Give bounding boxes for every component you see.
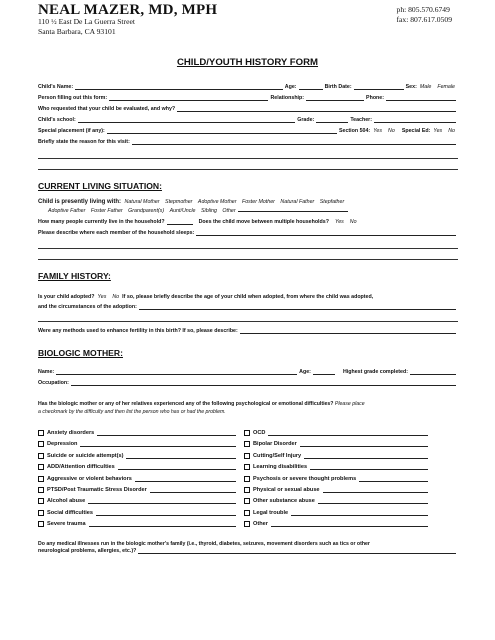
difficulty-item bbox=[38, 453, 238, 460]
difficulty-item bbox=[244, 476, 430, 483]
mother-medical-question bbox=[38, 540, 458, 548]
mother-occupation-label: Occupation: bbox=[38, 380, 69, 386]
childs-school-field[interactable] bbox=[78, 117, 295, 123]
multiple-households-yes[interactable]: Yes bbox=[334, 219, 344, 225]
medical-answer-field[interactable] bbox=[138, 548, 456, 554]
checkbox[interactable] bbox=[244, 487, 250, 493]
difficulty-label: Suicide or suicide attempt(s) bbox=[47, 452, 124, 459]
checkbox[interactable] bbox=[244, 521, 250, 527]
living-with-block bbox=[38, 198, 463, 215]
blank-answer-line[interactable] bbox=[38, 321, 458, 322]
row-person-filling bbox=[38, 95, 458, 102]
living-option[interactable]: Stepfather bbox=[319, 199, 345, 205]
row-fertility bbox=[38, 328, 458, 335]
childs-name-field[interactable] bbox=[75, 84, 283, 90]
family-history-heading: FAMILY HISTORY: bbox=[38, 271, 111, 281]
checkbox[interactable] bbox=[38, 521, 44, 527]
row-who-requested bbox=[38, 106, 458, 113]
difficulty-person-field[interactable] bbox=[96, 510, 236, 516]
living-option[interactable]: Natural Mother bbox=[124, 199, 160, 205]
checkbox[interactable] bbox=[38, 441, 44, 447]
difficulty-person-field[interactable] bbox=[318, 498, 428, 504]
special-placement-label: Special placement (if any): bbox=[38, 128, 105, 134]
difficulty-label: Learning disabilities bbox=[253, 464, 308, 471]
difficulty-item bbox=[244, 510, 430, 517]
age-field[interactable] bbox=[299, 84, 323, 90]
row-school bbox=[38, 117, 458, 124]
sleeping-label: Please describe where each member of the household sleeps: bbox=[38, 230, 195, 236]
phone-label: Phone: bbox=[366, 95, 384, 101]
difficulty-person-field[interactable] bbox=[271, 521, 428, 527]
checkbox[interactable] bbox=[38, 476, 44, 482]
living-option[interactable]: Aunt/Uncle bbox=[169, 208, 196, 214]
difficulty-item bbox=[244, 521, 430, 528]
teacher-field[interactable] bbox=[374, 117, 456, 123]
difficulty-label: OCD bbox=[253, 430, 266, 436]
living-option[interactable]: Natural Father bbox=[280, 199, 315, 205]
sex-female-option[interactable]: Female bbox=[437, 84, 455, 90]
row-mother-occupation bbox=[38, 380, 458, 387]
who-requested-label: Who requested that your child be evaluated, and why? bbox=[38, 106, 176, 112]
difficulty-person-field[interactable] bbox=[300, 441, 428, 447]
adoption-circumstances-field[interactable] bbox=[139, 304, 456, 310]
briefly-state-label: Briefly state the reason for this visit: bbox=[38, 139, 130, 145]
blank-answer-line[interactable] bbox=[38, 248, 458, 249]
difficulty-label: Social difficulties bbox=[47, 509, 94, 516]
living-option[interactable]: Foster Mother bbox=[241, 199, 275, 205]
relationship-field[interactable] bbox=[306, 95, 364, 101]
difficulty-person-field[interactable] bbox=[323, 487, 428, 493]
household-count-field[interactable] bbox=[167, 219, 193, 225]
difficulty-label: Severe trauma bbox=[47, 521, 86, 528]
difficulty-label: Legal trouble bbox=[253, 509, 289, 516]
difficulties-note-part2: a checkmark by the difficulty and then list the person who has or had the problem. bbox=[38, 409, 226, 415]
difficulty-label: Alcohol abuse bbox=[47, 498, 86, 505]
row-sleeping bbox=[38, 230, 458, 237]
difficulty-person-field[interactable] bbox=[304, 453, 428, 459]
mother-grade-field[interactable] bbox=[410, 369, 456, 375]
section-504-label: Section 504: bbox=[338, 128, 371, 134]
difficulty-label: Depression bbox=[47, 441, 78, 448]
person-filling-field[interactable] bbox=[109, 95, 268, 101]
difficulty-label: Cutting/Self Injury bbox=[253, 452, 302, 459]
multiple-households-label: Does the child move between multiple households? bbox=[198, 219, 329, 225]
multiple-households-no[interactable]: No bbox=[349, 219, 357, 225]
living-option[interactable]: Stepmother bbox=[165, 199, 193, 205]
difficulty-item bbox=[38, 521, 238, 528]
difficulty-item bbox=[38, 441, 238, 448]
difficulty-item bbox=[38, 476, 238, 483]
row-household-count bbox=[38, 219, 458, 226]
living-other-field[interactable] bbox=[238, 206, 348, 212]
mother-name-field[interactable] bbox=[56, 369, 297, 375]
special-ed-no[interactable]: No bbox=[448, 128, 455, 134]
age-label: Age: bbox=[284, 84, 297, 90]
difficulty-person-field[interactable] bbox=[291, 510, 428, 516]
row-briefly-state bbox=[38, 139, 458, 146]
relationship-label: Relationship: bbox=[270, 95, 305, 101]
difficulty-person-field[interactable] bbox=[88, 498, 236, 504]
who-requested-field[interactable] bbox=[177, 106, 456, 112]
living-option[interactable]: Adoptive Mother bbox=[197, 199, 237, 205]
fertility-field[interactable] bbox=[240, 328, 456, 334]
birth-date-field[interactable] bbox=[354, 84, 404, 90]
teacher-label: Teacher: bbox=[350, 117, 372, 123]
living-option[interactable]: Other bbox=[222, 208, 236, 214]
doctor-address bbox=[38, 17, 135, 36]
checkbox[interactable] bbox=[38, 430, 44, 436]
row-mother-name bbox=[38, 369, 458, 376]
mother-grade-label: Highest grade completed: bbox=[342, 369, 408, 375]
sex-male-option[interactable]: Male bbox=[419, 84, 432, 90]
checkbox[interactable] bbox=[244, 441, 250, 447]
checkbox[interactable] bbox=[38, 453, 44, 459]
doctor-name: NEAL MAZER, MD, MPH bbox=[38, 2, 218, 18]
difficulty-item bbox=[244, 441, 430, 448]
difficulty-label: Anxiety disorders bbox=[47, 430, 95, 436]
living-situation-heading: CURRENT LIVING SITUATION: bbox=[38, 181, 162, 191]
difficulty-person-field[interactable] bbox=[268, 430, 428, 436]
sex-label: Sex: bbox=[405, 84, 417, 90]
mother-age-label: Age: bbox=[299, 369, 311, 375]
difficulty-item bbox=[38, 487, 238, 494]
difficulty-label: Bipolar Disorder bbox=[253, 441, 297, 448]
difficulty-person-field[interactable] bbox=[150, 487, 236, 493]
living-with-line-1: Child is presently living with: Natural Mother Stepmother Adoptive Mother Foster Mother Natural Father Stepfather bbox=[38, 199, 345, 205]
fax-number: fax: 807.617.0509 bbox=[396, 14, 452, 24]
difficulty-item bbox=[38, 498, 238, 505]
mother-occupation-field[interactable] bbox=[71, 380, 456, 386]
difficulty-label: ADD/Attention difficulties bbox=[47, 464, 115, 471]
grade-field[interactable] bbox=[316, 117, 348, 123]
living-with-label: Child is presently living with bbox=[38, 199, 120, 205]
fertility-label: Were any methods used to enhance fertility in this birth? If so, please describe: bbox=[38, 328, 238, 334]
difficulty-item bbox=[244, 464, 430, 471]
childs-school-label: Child's school: bbox=[38, 117, 76, 123]
row-special-placement bbox=[38, 128, 458, 135]
living-option[interactable]: Foster Father bbox=[90, 208, 123, 214]
section-504-no[interactable]: No bbox=[388, 128, 395, 134]
childs-name-label: Child's Name: bbox=[38, 84, 74, 90]
difficulty-person-field[interactable] bbox=[126, 453, 236, 459]
difficulty-item bbox=[38, 464, 238, 471]
difficulty-item bbox=[244, 453, 430, 460]
difficulty-person-field[interactable] bbox=[97, 430, 236, 436]
difficulty-person-field[interactable] bbox=[135, 476, 236, 482]
mother-name-label: Name: bbox=[38, 369, 55, 375]
difficulty-label: PTSD/Post Traumatic Stress Disorder bbox=[47, 487, 147, 493]
living-option[interactable]: Adoptive Father bbox=[48, 208, 86, 214]
phone-number: ph: 805.570.6749 bbox=[396, 5, 450, 14]
difficulty-person-field[interactable] bbox=[359, 476, 428, 482]
difficulty-label: Physical or sexual abuse bbox=[253, 487, 320, 493]
adopted-followup-label: If so, please briefly describe the age of your child when adopted, from where the child was adopted, bbox=[122, 294, 374, 300]
difficulty-person-field[interactable] bbox=[118, 464, 236, 470]
special-ed-yes[interactable]: Yes bbox=[433, 128, 443, 134]
grade-label: Grade: bbox=[297, 117, 315, 123]
living-option[interactable]: Sibling bbox=[200, 208, 217, 214]
doctor-contact bbox=[397, 5, 452, 24]
medical-question-text: Do any medical illnesses run in the biologic mother's family (i.e., thyroid, diabetes, seizures, movement disorders such as tics or other bbox=[38, 541, 370, 547]
address-line-1: 110 ½ East De La Guerra Street bbox=[38, 17, 135, 26]
living-with-line-2 bbox=[38, 206, 463, 215]
phone-field[interactable] bbox=[386, 95, 456, 101]
difficulties-question-text: Has the biologic mother or any of her relatives experienced any of the following psychological or emotional difficulties? bbox=[38, 401, 334, 407]
checkbox[interactable] bbox=[244, 464, 250, 470]
blank-answer-line[interactable] bbox=[38, 158, 458, 159]
special-ed-label: Special Ed: bbox=[401, 128, 431, 134]
difficulty-person-field[interactable] bbox=[89, 521, 236, 527]
row-adopted bbox=[38, 294, 458, 301]
difficulty-item bbox=[38, 510, 238, 517]
blank-answer-line[interactable] bbox=[38, 259, 458, 260]
person-filling-label: Person filling out this form: bbox=[38, 95, 108, 101]
difficulty-person-field[interactable] bbox=[310, 464, 428, 470]
difficulty-label: Other bbox=[253, 521, 268, 528]
difficulty-person-field[interactable] bbox=[80, 441, 236, 447]
row-adoption-circumstances bbox=[38, 304, 458, 311]
difficulty-label: Aggressive or violent behaviors bbox=[47, 475, 132, 482]
living-option[interactable]: Grandparent(s) bbox=[128, 208, 165, 214]
biologic-mother-heading: BIOLOGIC MOTHER: bbox=[38, 348, 123, 358]
row-child-name bbox=[38, 84, 458, 91]
checkbox[interactable] bbox=[38, 487, 44, 493]
adoption-circumstances-label: and the circumstances of the adoption: bbox=[38, 304, 137, 310]
household-count-label: How many people currently live in the household? bbox=[38, 219, 165, 225]
difficulty-item bbox=[38, 430, 238, 437]
adopted-yes[interactable]: Yes bbox=[97, 294, 107, 300]
checkbox[interactable] bbox=[244, 430, 250, 436]
medical-question-cont: neurological problems, allergies, etc.)? bbox=[38, 548, 137, 554]
birth-date-label: Birth Date: bbox=[324, 84, 352, 90]
checkbox[interactable] bbox=[38, 464, 44, 470]
adopted-no[interactable]: No bbox=[112, 294, 120, 300]
difficulties-note-part1: Please place bbox=[334, 401, 365, 407]
difficulty-item bbox=[244, 487, 430, 494]
checkbox[interactable] bbox=[38, 510, 44, 516]
difficulty-label: Psychosis or severe thought problems bbox=[253, 475, 357, 482]
address-line-2: Santa Barbara, CA 93101 bbox=[38, 26, 116, 36]
difficulty-item bbox=[244, 498, 430, 505]
mother-difficulties-question bbox=[38, 400, 458, 416]
checkbox[interactable] bbox=[244, 453, 250, 459]
section-504-yes[interactable]: Yes bbox=[373, 128, 383, 134]
form-title: CHILD/YOUTH HISTORY FORM bbox=[176, 57, 319, 68]
difficulty-label: Other substance abuse bbox=[253, 498, 315, 505]
checkbox[interactable] bbox=[244, 510, 250, 516]
sleeping-field[interactable] bbox=[196, 230, 456, 236]
briefly-state-field[interactable] bbox=[132, 139, 456, 145]
mother-age-field[interactable] bbox=[313, 369, 335, 375]
special-placement-field[interactable] bbox=[107, 128, 337, 134]
checkbox[interactable] bbox=[244, 498, 250, 504]
blank-answer-line[interactable] bbox=[38, 169, 458, 170]
difficulty-item bbox=[244, 430, 430, 437]
adopted-label: Is your child adopted? bbox=[38, 294, 95, 300]
row-medical-answer bbox=[38, 548, 458, 555]
checkbox[interactable] bbox=[244, 476, 250, 482]
checkbox[interactable] bbox=[38, 498, 44, 504]
